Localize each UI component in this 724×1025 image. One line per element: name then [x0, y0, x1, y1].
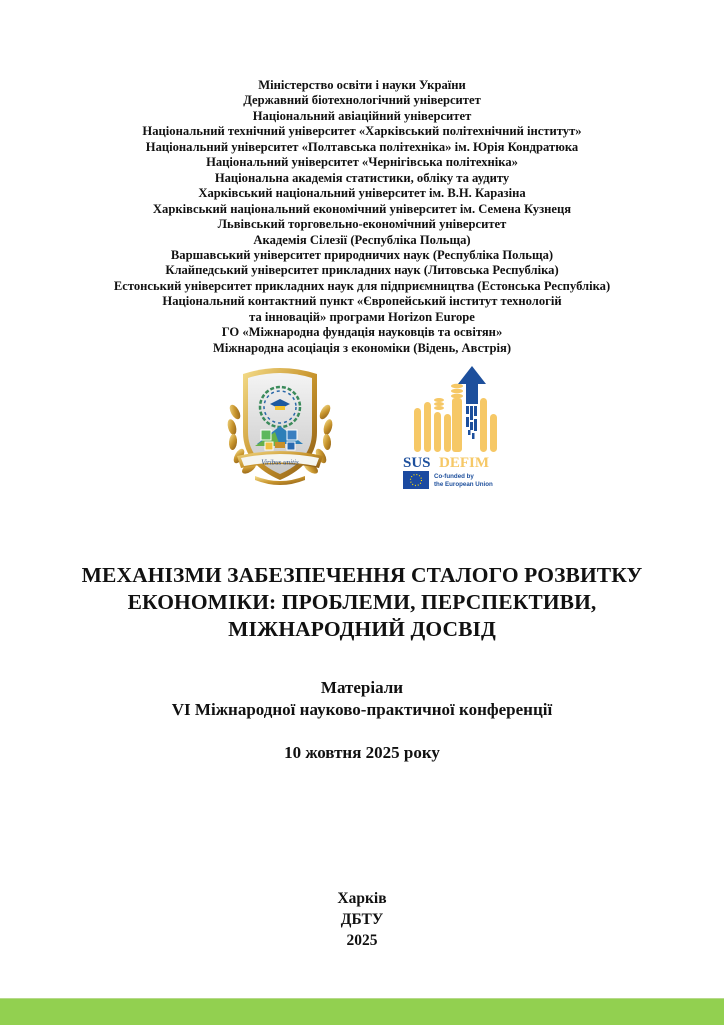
svg-text:the European Union: the European Union: [434, 481, 493, 488]
organizer-line: Національний контактний пункт «Європейський інститут технологій: [162, 294, 562, 309]
organizer-line: Естонський університет прикладних наук для підприємництва (Естонська Республіка): [113, 278, 611, 293]
subtitle-line: VI Міжнародної науково-практичної конференції: [171, 700, 553, 719]
organizer-line: Національний університет «Полтавська політехніка» ім. Юрія Кондратюка: [145, 139, 579, 154]
subtitle-line: Матеріали: [320, 678, 404, 697]
organizer-line: Львівський торговельно-економічний університет: [217, 217, 507, 232]
organizer-line: Клайпедський університет прикладних наук (Литовська Республіка): [165, 263, 559, 278]
svg-text:DEFIM: DEFIM: [439, 455, 489, 471]
conference-subtitle: [0, 677, 724, 721]
organizer-line: Національний авіаційний університет: [252, 108, 472, 123]
organizer-line: Міністерство освіти і науки України: [258, 78, 466, 92]
organizer-line: Харківський національний економічний університет ім. Семена Кузнеця: [152, 201, 572, 216]
susdefim-logo-icon: [400, 364, 512, 490]
organizer-line: Харківський національний університет ім. В.Н. Каразіна: [198, 186, 526, 201]
organizer-line: Варшавський університет природничих наук (Республіка Польща): [170, 247, 554, 262]
organizer-line: Національний університет «Чернігівська політехніка»: [206, 155, 518, 170]
organizer-line: Державний біотехнологічний університет: [243, 93, 481, 108]
organizer-line: Національна академія статистики, обліку та аудиту: [214, 170, 510, 185]
organizer-line: Міжнародна асоціація з економіки (Відень, Австрія): [212, 340, 512, 355]
svg-text:Viribus unitis: Viribus unitis: [261, 458, 299, 467]
title-line: МІЖНАРОДНИЙ ДОСВІД: [228, 617, 496, 641]
imprint-year: 2025: [346, 932, 378, 949]
organizer-line: Національний технічний університет «Харківський політехнічний інститут»: [142, 124, 582, 139]
svg-text:Co-funded by: Co-funded by: [434, 473, 474, 480]
title-line: ЕКОНОМІКИ: ПРОБЛЕМИ, ПЕРСПЕКТИВИ,: [127, 590, 597, 614]
svg-text:SUS: SUS: [403, 455, 431, 471]
organizer-line: та інновацій» програми Horizon Europe: [249, 309, 475, 324]
conference-date: 10 жовтня 2025 року: [284, 743, 440, 762]
imprint-publisher: ДБТУ: [340, 911, 384, 928]
footer-green-bar: [0, 998, 724, 1025]
organizers-list: [0, 78, 724, 356]
imprint: [0, 888, 724, 951]
university-crest-icon: [225, 362, 335, 490]
document-title: [0, 562, 724, 643]
title-line: МЕХАНІЗМИ ЗАБЕЗПЕЧЕННЯ СТАЛОГО РОЗВИТКУ: [81, 563, 643, 587]
organizer-line: Академія Сілезії (Республіка Польща): [253, 232, 471, 247]
logos-row: [0, 362, 724, 492]
imprint-city: Харків: [337, 890, 387, 907]
organizer-line: ГО «Міжнародна фундація науковців та освітян»: [221, 325, 503, 340]
